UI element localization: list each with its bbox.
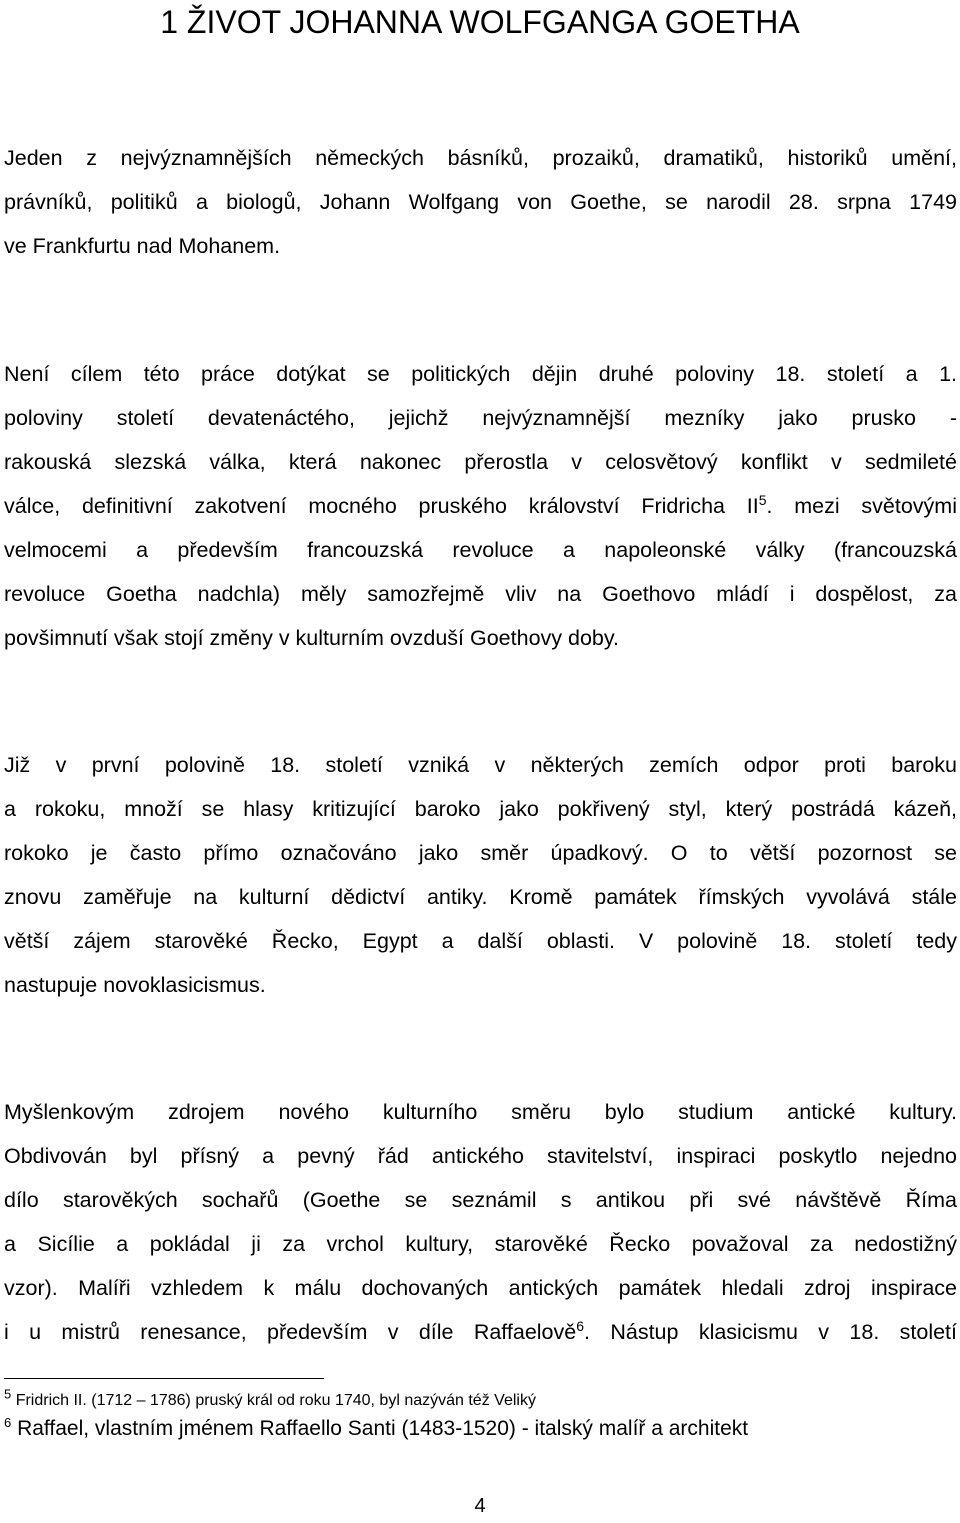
text-line: ve Frankfurtu nad Mohanem. [4,234,281,258]
text-segment: . mezi světovými [766,494,957,518]
footnote-text: Fridrich II. (1712 – 1786) pruský král od roku 1740, byl nazýván též Veliký [15,1392,536,1409]
chapter-heading: 1 ŽIVOT JOHANNA WOLFGANGA GOETHA [160,4,800,40]
text-line: Myšlenkovým zdrojem nového kulturního směru bylo studium antické kultury. [4,1100,957,1124]
text-line: větší zájem starověké Řecko, Egypt a další oblasti. V polovině 18. století tedy [4,929,957,953]
paragraph-1 [4,136,957,268]
text-line-with-footnote-ref [4,484,957,528]
text-line: a Sicílie a pokládal ji za vrchol kultury, starověké Řecko považoval za nedostižný [4,1232,957,1256]
text-line: Jeden z nejvýznamnějších německých básníků, prozaiků, dramatiků, historiků umění, [4,146,957,170]
text-line: právníků, politiků a biologů, Johann Wolfgang von Goethe, se narodil 28. srpna 1749 [4,190,957,214]
footnote-separator [4,1378,324,1379]
footnote-text: Raffael, vlastním jménem Raffaello Santi (1483-1520) - italský malíř a architekt [17,1417,749,1440]
text-line: Obdivován byl přísný a pevný řád antického stavitelství, inspiraci poskytlo nejedno [4,1144,957,1168]
text-line: dílo starověkých sochařů (Goethe se seznámil s antikou při své návštěvě Říma [4,1188,957,1212]
text-line: poloviny století devatenáctého, jejichž nejvýznamnější mezníky jako prusko - [4,406,957,430]
text-segment: i u mistrů renesance, především v díle Raffaelově [4,1320,577,1344]
text-line-with-footnote-ref [4,1310,957,1354]
footnote-6 [4,1414,748,1444]
footnote-mark: 5 [4,1386,12,1402]
text-line: rokoko je často přímo označováno jako směr úpadkový. O to větší pozornost se [4,841,957,865]
text-line: nastupuje novoklasicismus. [4,973,266,997]
paragraph-2 [4,352,957,660]
text-line: Není cílem této práce dotýkat se politických dějin druhé poloviny 18. století a 1. [4,362,957,386]
paragraph-4 [4,1090,957,1354]
footnote-ref-6: 6 [576,1317,585,1334]
text-line: a rokoku, množí se hlasy kritizující baroko jako pokřivený styl, který postrádá kázeň, [4,797,957,821]
footnote-ref-5: 5 [758,491,767,508]
paragraph-3 [4,743,957,1007]
text-segment: válce, definitivní zakotvení mocného pruského království Fridricha II [4,494,759,518]
footnote-mark: 6 [4,1415,12,1430]
text-segment: . Nástup klasicismu v 18. století [584,1320,957,1344]
text-line: Již v první polovině 18. století vzniká v některých zemích odpor proti baroku [4,753,957,777]
text-line: vzor). Malíři vzhledem k málu dochovaných antických památek hledali zdroj inspirace [4,1276,957,1300]
text-line: revoluce Goetha nadchla) měly samozřejmě vliv na Goethovo mládí i dospělost, za [4,582,957,606]
text-line: povšimnutí však stojí změny v kulturním ovzduší Goethovy doby. [4,626,619,650]
text-line: znovu zaměřuje na kulturní dědictví antiky. Kromě památek římských vyvolává stále [4,885,957,909]
footnote-5 [4,1386,536,1412]
text-line: velmocemi a především francouzská revoluce a napoleonské války (francouzská [4,538,957,562]
text-line: rakouská slezská válka, která nakonec přerostla v celosvětový konflikt v sedmileté [4,450,957,474]
page-number: 4 [474,1495,486,1517]
